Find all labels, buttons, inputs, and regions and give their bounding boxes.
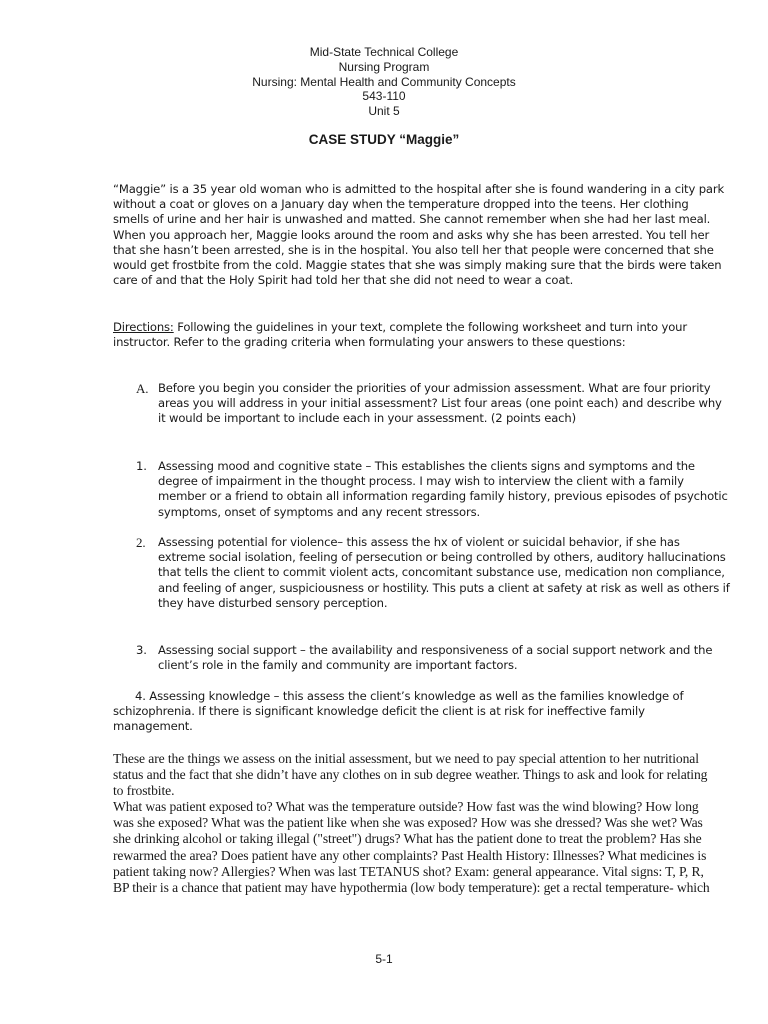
answer-item-4: 4. Assessing knowledge – this assess the client’s knowledge as well as the families knowledge of schizophrenia. If there is significant knowledge deficit the client is at risk for ineffective family management. — [113, 689, 684, 734]
answer-item-2 — [136, 535, 730, 611]
question-a-marker: A. — [136, 381, 149, 396]
answer-item-2-marker: 2. — [136, 535, 146, 550]
notes-paragraph-2: What was patient exposed to? What was the temperature outside? How fast was the wind blowing? How long was she exposed? What was the patient like when she was exposed? How was she dressed? Was she wet? Was she drinking alcohol or taking illegal ("street") drugs? What has the patient done to treat the problem? Has she rewarmed the area? Does patient have any other complaints? Past Health History: Illnesses? What medicines is patient taking now? Allergies? When was last TETANUS shot? Exam: general appearance. Vital signs: T, P, R, BP their is a chance that patient may have hypothermia (low body temperature): get a rectal temperature- which — [113, 799, 710, 895]
header-program: Nursing Program — [338, 60, 430, 74]
header-course-number: 543-110 — [362, 89, 406, 103]
answer-item-1-marker: 1. — [136, 459, 147, 473]
directions-paragraph — [113, 320, 727, 350]
answer-item-1 — [136, 459, 730, 520]
answer-item-1-text: Assessing mood and cognitive state – This establishes the clients signs and symptoms and the degree of impairment in the thought process. I may wish to interview the client with a family member or a friend to obtain all information regarding family history, previous episodes of psychotic symptoms, onset of symptoms and any recent stressors. — [158, 459, 728, 519]
page-number: 5-1 — [375, 952, 393, 966]
case-intro: “Maggie” is a 35 year old woman who is admitted to the hospital after she is found wandering in a city park without a coat or gloves on a January day when the temperature dropped into the teens. Her clothing smells of urine and her hair is unwashed and matted. She cannot remember when she had her last meal. When you approach her, Maggie looks around the room and asks why she has been arrested. You tell her that she hasn’t been arrested, she is in the hospital. You also tell her that people were concerned that she would get frostbite from the cold. Maggie states that she was simply making sure that the birds were taken care of and that the Holy Spirit had told her that she did not need to wear a coat. — [113, 182, 725, 288]
header-unit: Unit 5 — [368, 104, 400, 118]
header-course: Nursing: Mental Health and Community Concepts — [252, 75, 516, 89]
answer-item-2-text: Assessing potential for violence– this assess the hx of violent or suicidal behavior, if she has extreme social isolation, feeling of persecution or being controlled by others, auditory hallucinations that tells the client to commit violent acts, concomitant substance use, medication non compliance, and feeling of anger, suspiciousness or hostility. This puts a client at safety at risk as well as others if they have disturbed sensory perception. — [158, 535, 730, 610]
question-a — [136, 381, 730, 427]
notes-paragraph-1: These are the things we assess on the initial assessment, but we need to pay special attention to her nutritional status and the fact that she didn’t have any clothes on in sub degree weather. Things to ask and look for relating to frostbite. — [113, 751, 708, 799]
answer-item-3-marker: 3. — [136, 643, 147, 657]
header-college: Mid-State Technical College — [309, 45, 459, 59]
question-a-text: Before you begin you consider the priorities of your admission assessment. What are four priority areas you will address in your initial assessment? List four areas (one point each) and describe why it would be important to include each in your assessment. (2 points each) — [158, 381, 722, 426]
answer-item-3 — [136, 643, 730, 673]
directions-label: Directions: — [113, 320, 174, 334]
directions-text: Following the guidelines in your text, complete the following worksheet and turn into your instructor. Refer to the grading criteria when formulating your answers to these questions: — [113, 320, 687, 350]
assessment-notes — [113, 751, 717, 896]
answer-item-3-text: Assessing social support – the availability and responsiveness of a social support network and the client’s role in the family and community are important factors. — [158, 643, 713, 673]
page-title: CASE STUDY “Maggie” — [308, 132, 460, 147]
